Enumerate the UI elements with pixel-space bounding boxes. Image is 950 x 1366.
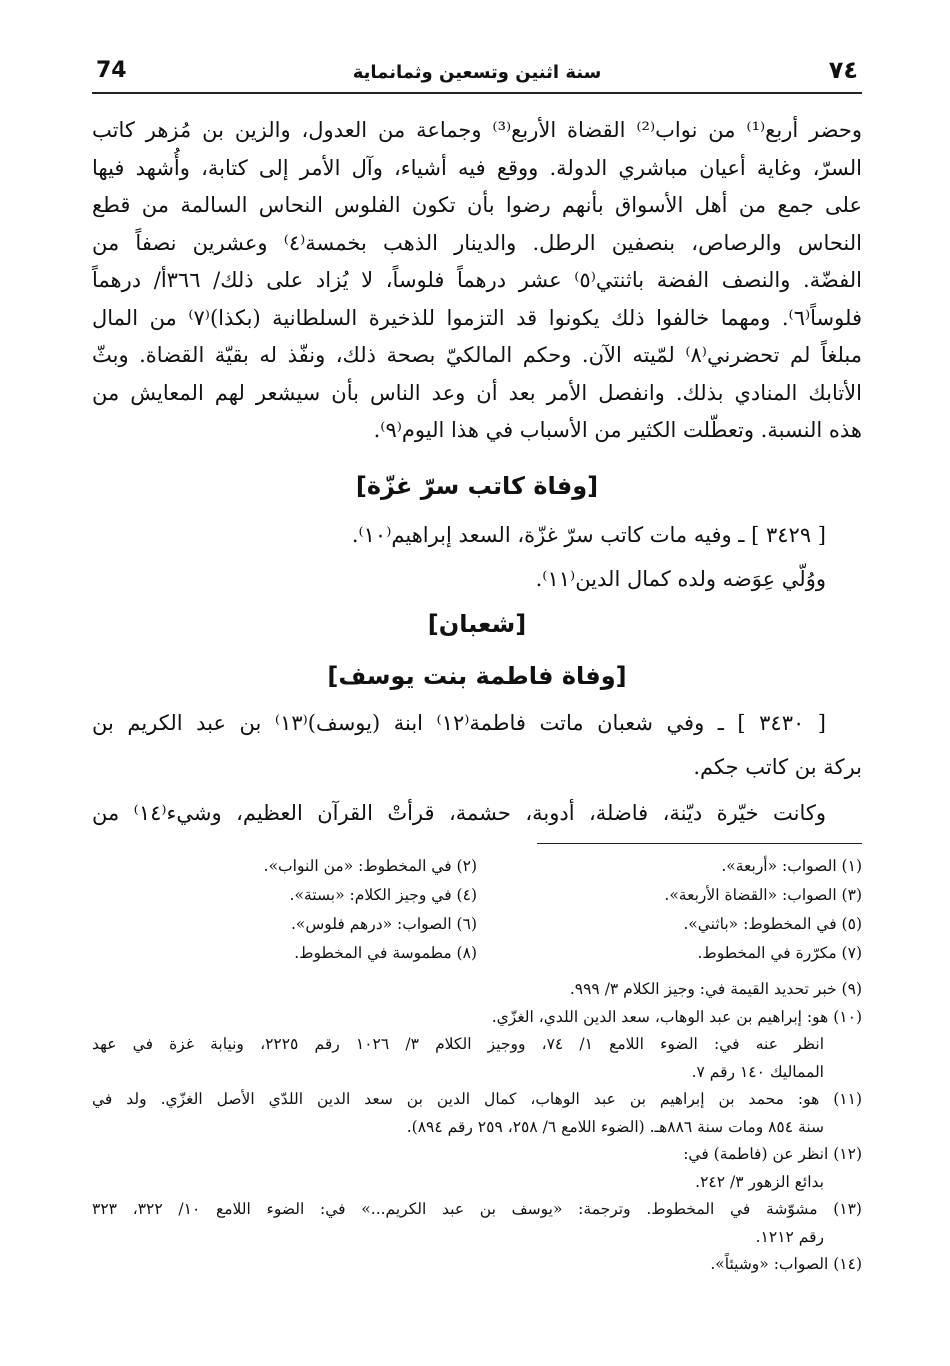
paragraph-line: النحاس والرصاص، بنصفين الرطل. والدينار الذهب بخمسة⁽٤⁾ وعشرين نصفاً من: [92, 230, 862, 255]
footnotes-two-column: [92, 852, 862, 968]
page-number-latin: 74: [96, 58, 127, 83]
footnote: (٣) الصواب: «القضاة الأربعة».: [664, 886, 862, 904]
footnote: (١٢) انظر عن (فاطمة) في:: [683, 1145, 862, 1163]
footnote-row: [92, 852, 862, 881]
book-page: [92, 0, 862, 1366]
footnote-continuation: سنة ٨٥٤ ومات سنة ٨٨٦هـ. (الضوء اللامع ٦/ ٢٥٨، ٢٥٩ رقم ٨٩٤).: [406, 1117, 824, 1136]
footnotes-list: [92, 976, 862, 1279]
entry-3429-line: [ ٣٤٢٩ ] ـ وفيه مات كاتب سرّ غزّة، السعد إبراهيم⁽١٠⁾.: [351, 522, 826, 547]
main-text: [92, 112, 862, 832]
entry-3429-line: ووُلّي عِوَضه ولده كمال الدين⁽١١⁾.: [535, 566, 826, 591]
paragraph-line: الفضّة. والنصف الفضة باثنتي⁽٥⁾ عشر درهماً فلوساً، لا يُزاد على ذلك/ ٣٦٦أ/ درهماً: [92, 268, 862, 292]
footnote: (٥) في المخطوط: «باثني».: [683, 915, 862, 933]
footnote: (٩) خبر تحديد القيمة في: وجيز الكلام ٣/ ٩٩٩.: [569, 980, 862, 998]
paragraph-line: هذه النسبة. وتعطّلت الكثير من الأسباب في هذا اليوم⁽٩⁾.: [373, 418, 862, 442]
footnote-row: [92, 910, 862, 939]
section-heading-fatima: [وفاة فاطمة بنت يوسف]: [327, 661, 627, 690]
paragraph-line: السرّ، وغاية أعيان مباشري الدولة. ووقع فيه أشياء، وآل الأمر إلى كتابة، وأُشهد فيها: [92, 155, 862, 180]
footnote-continuation: رقم ١٢١٢.: [755, 1227, 824, 1246]
section-heading-gaza-secretary: [وفاة كاتب سرّ غزّة]: [355, 471, 599, 500]
footnote: (٧) مكرّرة في المخطوط.: [697, 944, 862, 962]
footnote-continuation: بدائع الزهور ٣/ ٢٤٢.: [695, 1172, 824, 1191]
footnote: (١١) هو: محمد بن إبراهيم بن عبد الوهاب، كمال الدين بن سعد الدين اللدّي الأصل الغزّي. ولد في: [92, 1090, 862, 1108]
paragraph-line: وحضر أربع⁽¹⁾ من نواب⁽²⁾ القضاة الأربع⁽³⁾ وجماعة من العدول، والزين بن مُزهر كاتب: [92, 118, 862, 142]
footnote: (١٤) الصواب: «وشيئاً».: [710, 1255, 862, 1273]
footnote: (٨) مطموسة في المخطوط.: [294, 944, 477, 962]
page-header: [92, 56, 862, 94]
entry-3430-line: [ ٣٤٣٠ ] ـ وفي شعبان ماتت فاطمة⁽١٢⁾ ابنة (يوسف)⁽١٣⁾ بن عبد الكريم بن: [92, 710, 826, 735]
paragraph-line: الأتابك المنادي بذلك. وانفصل الأمر بعد أن وعد الناس بأن سيشعر لهم المعايش من: [92, 380, 862, 405]
entry-3430-line: وكانت خيّرة ديّنة، فاضلة، أدوبة، حشمة، قرأتْ القرآن العظيم، وشيء⁽١٤⁾ من: [92, 800, 826, 825]
footnote: (١) الصواب: «أربعة».: [721, 857, 862, 875]
footnote: (٦) الصواب: «درهم فلوس».: [290, 915, 477, 933]
footnote: (٤) في وجيز الكلام: «بستة».: [289, 886, 477, 904]
footnote: (١٠) هو: إبراهيم بن عبد الوهاب، سعد الدين اللدي، الغزّي.: [491, 1007, 862, 1026]
footnote: (٢) في المخطوط: «من النواب».: [263, 857, 477, 875]
paragraph-line: فلوساً⁽٦⁾. ومهما خالفوا ذلك يكونوا قد التزموا للذخيرة السلطانية (بكذا)⁽٧⁾ من المال: [92, 305, 862, 330]
page-number-arabic: ٧٤: [828, 56, 858, 84]
paragraph-line: مبلغاً لم تحضرني⁽٨⁾ لمّيته الآن. وحكم المالكيّ بصحة ذلك، ونفّذ له بقيّة القضاة. وبثّ: [92, 343, 862, 367]
footnote-row: [92, 881, 862, 910]
footnote: (١٣) مشوّشة في المخطوط. وترجمة: «يوسف بن عبد الكريم...» في: الضوء اللامع ١٠/ ٣٢٢، ٣٢٣: [92, 1200, 862, 1218]
footnote-continuation: المماليك ١٤٠ رقم ٧.: [691, 1062, 824, 1081]
paragraph-line: على جمع من أهل الأسواق بأنهم رضوا بأن تكون الفلوس النحاس السالمة من قطع: [92, 193, 862, 217]
footnote-continuation: انظر عنه في: الضوء اللامع ١/ ٧٤، ووجيز الكلام ٣/ ١٠٢٦ رقم ٢٢٢٥، ونيابة غزة في عهد: [92, 1035, 824, 1053]
running-title: سنة اثنين وتسعين وثمانماية: [352, 62, 602, 83]
footnote-separator: [537, 843, 862, 844]
footnote-row: [92, 939, 862, 968]
section-heading-shaaban: [شعبان]: [427, 609, 527, 638]
entry-3430-line: بركة بن كاتب جكم.: [693, 754, 862, 779]
